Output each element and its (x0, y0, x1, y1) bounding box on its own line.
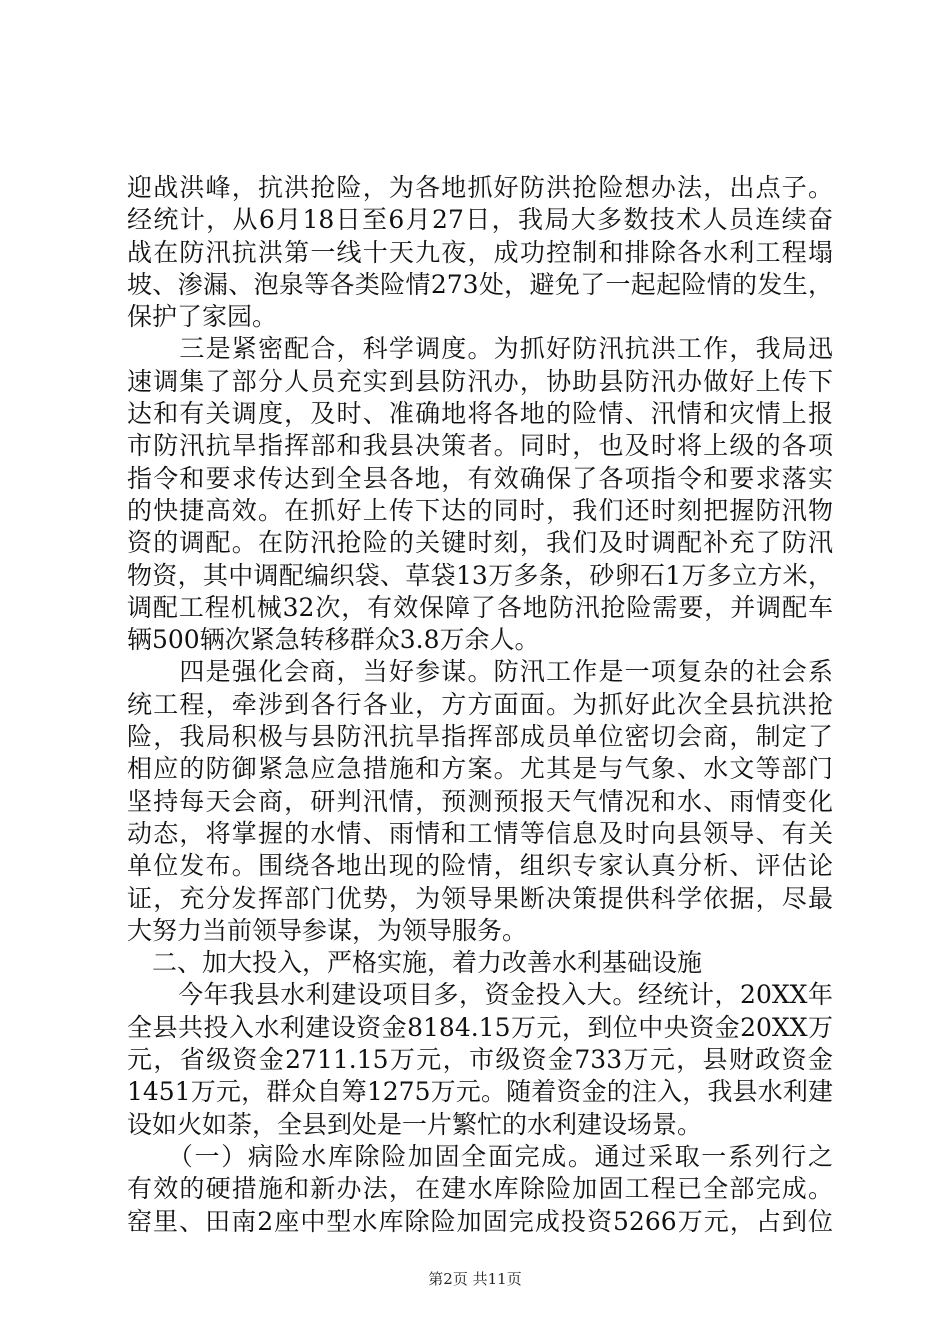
text-line: 元，省级资金2711.15万元，市级资金733万元，县财政资金 (127, 1045, 833, 1075)
text-line: 辆500辆次紧急转移群众3.8万余人。 (127, 625, 540, 655)
text-line: （一）病险水库除险加固全面完成。通过采取一系列行之 (127, 1141, 833, 1171)
text-line: 四是强化会商，当好参谋。防汛工作是一项复杂的社会系 (127, 657, 833, 687)
text-line: 市防汛抗旱指挥部和我县决策者。同时，也及时将上级的各项 (127, 431, 833, 461)
text-line: 经统计，从6月18日至6月27日，我局大多数技术人员连续奋 (127, 205, 833, 235)
text-line: 全县共投入水利建设资金8184.15万元，到位中央资金20XX万 (127, 1012, 833, 1042)
text-line: 动态，将掌握的水情、雨情和工情等信息及时向县领导、有关 (127, 818, 833, 848)
text-line: 有效的硬措施和新办法，在建水库除险加固工程已全部完成。 (127, 1174, 833, 1204)
text-line: 迎战洪峰，抗洪抢险，为各地抓好防洪抢险想办法，出点子。 (127, 173, 833, 202)
text-line: 三是紧密配合，科学调度。为抓好防汛抗洪工作，我局迅 (127, 334, 833, 364)
text-line: 的快捷高效。在抓好上传下达的同时，我们还时刻把握防汛物 (127, 495, 833, 525)
text-line: 达和有关调度，及时、准确地将各地的险情、汛情和灾情上报 (127, 399, 833, 429)
text-line: 相应的防御紧急应急措施和方案。尤其是与气象、水文等部门 (127, 754, 833, 784)
text-line: 坚持每天会商，研判汛情，预测预报天气情况和水、雨情变化 (127, 786, 833, 816)
text-line: 1451万元，群众自筹1275万元。随着资金的注入，我县水利建 (127, 1077, 833, 1107)
page-footer: 第2页 共11页 (428, 1270, 522, 1288)
text-line: 窑里、田南2座中型水库除险加固完成投资5266万元，占到位 (127, 1206, 833, 1236)
text-line: 资的调配。在防汛抢险的关键时刻，我们及时调配补充了防汛 (127, 528, 833, 558)
text-line: 指令和要求传达到全县各地，有效确保了各项指令和要求落实 (127, 463, 833, 493)
text-line: 坡、渗漏、泡泉等各类险情273处，避免了一起起险情的发生， (127, 269, 833, 299)
text-line: 物资，其中调配编织袋、草袋13万多条，砂卵石1万多立方米， (127, 560, 833, 590)
text-line: 保护了家园。 (127, 302, 278, 332)
document-body (127, 172, 833, 1238)
text-line: 二、加大投入，严格实施，着力改善水利基础设施 (127, 948, 703, 978)
text-line: 统工程，牵涉到各行各业，方方面面。为抓好此次全县抗洪抢 (127, 689, 833, 719)
text-line: 大努力当前领导参谋，为领导服务。 (127, 915, 528, 945)
text-line: 险，我局积极与县防汛抗旱指挥部成员单位密切会商，制定了 (127, 722, 833, 752)
text-line: 速调集了部分人员充实到县防汛办，协助县防汛办做好上传下 (127, 366, 833, 396)
text-line: 战在防汛抗洪第一线十天九夜，成功控制和排除各水利工程塌 (127, 237, 833, 267)
text-line: 设如火如荼，全县到处是一片繁忙的水利建设场景。 (127, 1109, 703, 1139)
text-line: 调配工程机械32次，有效保障了各地防汛抢险需要，并调配车 (127, 592, 833, 622)
text-line: 证，充分发挥部门优势，为领导果断决策提供科学依据，尽最 (127, 883, 833, 913)
text-line: 今年我县水利建设项目多，资金投入大。经统计，20XX年 (127, 980, 833, 1010)
text-line: 单位发布。围绕各地出现的险情，组织专家认真分析、评估论 (127, 851, 833, 881)
